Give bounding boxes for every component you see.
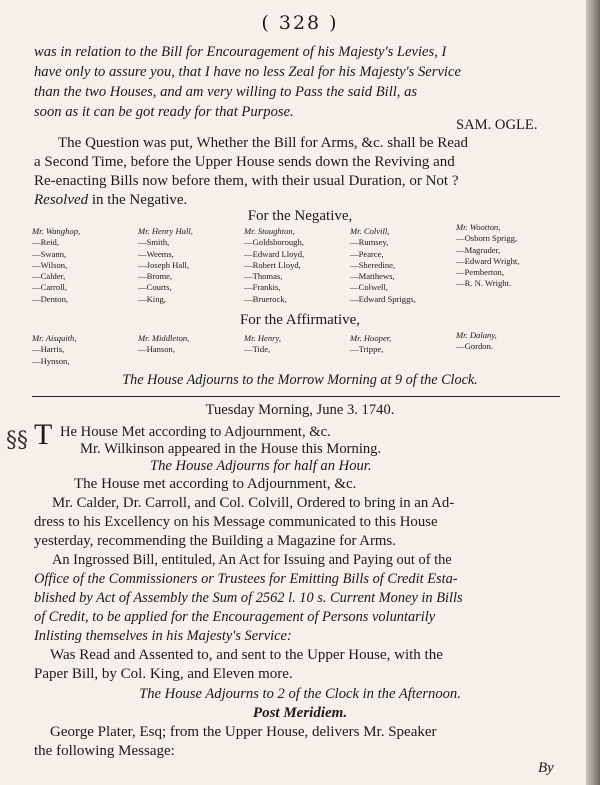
affirmative-name: —Hynson, [32,355,70,366]
negative-name: Mr. Wanghop, [32,226,81,236]
paragraph-2: Mr. Wilkinson appeared in the House this Morning. [80,441,382,457]
negative-column-3 [244,226,304,305]
page-number: ( 328 ) [261,12,339,34]
negative-name: —Edward Lloyd, [244,248,305,259]
negative-name: —Frankis, [244,282,281,293]
negative-name: —Brome, [138,271,173,282]
affirmative-column-5 [456,330,497,353]
negative-column-2 [138,226,193,305]
negative-name: —Calder, [32,271,66,282]
section-rule [32,396,560,397]
paragraph-8-line-2: the following Message: [34,743,175,759]
negative-name: —Swann, [32,248,67,259]
post-meridiem-heading: Post Meridiem. [252,705,348,721]
negative-name: —Bruerock, [244,293,287,304]
negative-column-5 [456,222,519,290]
negative-name: —Courts, [138,282,172,293]
catchword: By [538,760,554,776]
paragraph-5-line-1: Mr. Calder, Dr. Carroll, and Col. Colvill, Ordered to bring in an Ad- [52,495,455,511]
negative-name: —Magruder, [456,244,501,255]
resolved-rest: in the Negative. [88,192,188,208]
paragraph-6-line-1: An Ingrossed Bill, entituled, An Act for Issuing and Paying out of the [52,552,452,568]
adjourn-line-2: The House Adjourns to 2 of the Clock in the Afternoon. [139,686,461,702]
affirmative-heading: For the Affirmative, [239,312,361,328]
paragraph-7-line-2: Paper Bill, by Col. King, and Eleven more. [34,666,293,682]
negative-name: —Denton, [32,293,69,304]
page-edge-shadow [586,0,600,785]
negative-name: Mr. Stoughton, [244,226,295,236]
paragraph-1: He House Met according to Adjournment, &c. [60,424,331,440]
negative-name: —Matthews, [350,271,395,282]
affirmative-name: Mr. Middleton, [138,333,190,343]
paragraph-5-line-2: dress to his Excellency on his Message communicated to this House [34,514,438,530]
date-line: Tuesday Morning, June 3. 1740. [205,402,395,418]
affirmative-name: —Tide, [244,344,271,355]
affirmative-name: Mr. Aisquith, [32,333,77,343]
negative-name: —Pemberton, [456,267,504,278]
speech-line-2: have only to assure you, that I have no less Zeal for his Majesty's Service [34,64,461,80]
signature: SAM. OGLE. [456,117,538,133]
affirmative-name: Mr. Dalany, [456,330,497,340]
negative-name: —Smith, [138,237,170,248]
adjourn-line-1: The House Adjourns to the Morrow Morning at 9 of the Clock. [122,372,478,388]
question-line-1: The Question was put, Whether the Bill for Arms, &c. shall be Read [58,135,469,151]
paragraph-5-line-3: yesterday, recommending the Building a Magazine for Arms. [34,533,396,549]
negative-name: —Sheredine, [350,259,396,270]
affirmative-column-1 [32,333,77,367]
affirmative-name: —Trippe, [350,344,384,355]
affirmative-name: Mr. Henry, [244,333,281,343]
margin-mark: §§ [6,428,28,453]
speech-line-3: than the two Houses, and am very willing to Pass the said Bill, as [34,84,418,100]
negative-name: —Weems, [138,248,174,259]
negative-name: —R. N. Wright. [456,278,512,289]
paragraph-3: The House Adjourns for half an Hour. [150,458,372,474]
resolved-word: Resolved [34,192,89,208]
question-line-2: a Second Time, before the Upper House sends down the Reviving and [34,154,455,170]
negative-name: —Pearce, [350,248,384,259]
negative-name: —Thomas, [244,271,283,282]
negative-column-4 [350,226,416,305]
negative-name: Mr. Henry Hall, [138,226,193,236]
negative-name: —Carroll, [32,282,68,293]
negative-name: —Edward Wright, [456,255,520,266]
negative-name: Mr. Colvill, [350,226,390,236]
speech-line-1: was in relation to the Bill for Encouragement of his Majesty's Levies, I [34,44,447,60]
negative-column-1 [32,226,80,305]
resolved-line [34,192,187,209]
affirmative-column-4 [350,333,391,356]
paragraph-6-line-4: of Credit, to be applied for the Encouragement of Persons voluntarily [34,609,436,625]
negative-heading: For the Negative, [247,208,353,224]
question-line-3: Re-enacting Bills now before them, with their usual Duration, or Not ? [34,173,459,189]
paragraph-7-line-1: Was Read and Assented to, and sent to the Upper House, with the [50,647,443,663]
negative-name: —Wilson, [32,259,68,270]
negative-name: —Osborn Sprigg, [456,233,518,244]
negative-name: —Rumsey, [350,237,389,248]
paragraph-6-line-3: blished by Act of Assembly the Sum of 2562 l. 10 s. Current Money in Bills [34,590,463,606]
negative-name: —Joseph Hall, [138,259,190,270]
drop-cap: T [34,418,53,451]
negative-name: —King, [138,293,166,304]
affirmative-name: —Harris, [32,344,65,355]
negative-name: —Edward Spriggs, [350,293,416,304]
negative-name: —Reid, [32,237,59,248]
negative-name: —Colwell, [350,282,388,293]
negative-name: —Goldsborough, [244,237,304,248]
negative-name: Mr. Wootton, [456,222,501,232]
paragraph-6-line-2: Office of the Commissioners or Trustees for Emitting Bills of Credit Esta- [34,571,458,587]
affirmative-name: —Hanson, [138,344,175,355]
affirmative-column-2 [138,333,189,356]
speech-line-4: soon as it can be got ready for that Purpose. [34,104,294,120]
paragraph-6-line-5: Inlisting themselves in his Majesty's Service: [34,628,292,644]
affirmative-column-3 [244,333,281,356]
paragraph-4: The House met according to Adjournment, &c. [74,476,357,492]
affirmative-name: Mr. Hooper, [350,333,392,343]
affirmative-name: —Gordon. [456,341,493,352]
negative-name: —Robert Lloyd, [244,259,301,270]
paragraph-8-line-1: George Plater, Esq; from the Upper House, delivers Mr. Speaker [50,724,437,740]
